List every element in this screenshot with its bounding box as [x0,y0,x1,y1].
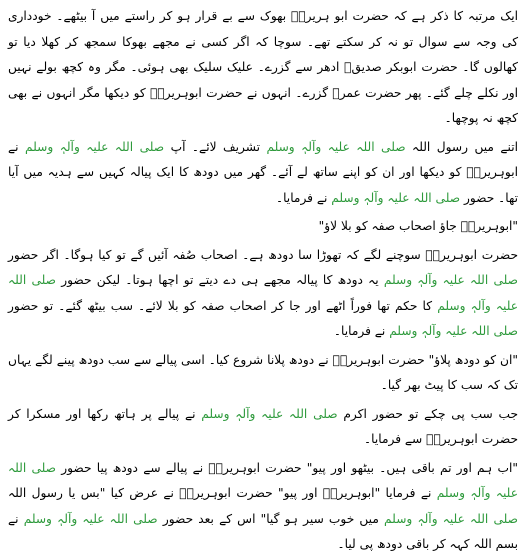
text-segment: حضرت ابوہریرہؓ سوچنے لگے کہ تھوڑا سا دودھ ہے۔ اصحاب صُفہ آئیں گے تو کیا ہوگا۔ اگر حضور [8,247,518,262]
honorific-highlight: صلی اللہ علیہ وآلہٖ وسلم [384,511,518,526]
honorific-highlight: صلی اللہ علیہ وآلہٖ وسلم [8,460,518,500]
text-segment: تشریف لائے۔ آپ [164,139,267,154]
paragraph-drink-more [8,456,518,558]
honorific-highlight: صلی اللہ علیہ وآلہٖ وسلم [331,190,461,205]
paragraph-abu-hurairah-thinks [8,243,518,345]
text-segment: نے ابوہریرہؓ کو دیکھا اور ان کو اپنے ساتھ لے آئے۔ گھر میں دودھ کا ایک پیالہ کہیں سے ہدیہ میں آیا تھا۔ حضور [8,139,518,205]
honorific-highlight: صلی اللہ علیہ وآلہٖ وسلم [383,273,519,287]
text-segment: میں خوب سیر ہو گیا" اس کے بعد حضور [157,511,385,526]
paragraph-all-drank [8,402,518,453]
text-segment: نے بسم اللہ کہہ کر باقی دودھ پی لیا۔ [8,511,518,551]
paragraph-hunger [8,4,518,132]
text-segment: "ان کو دودھ پلاؤ" حضرت ابوہریرہؓ نے دودھ پلانا شروع کیا۔ اسی پیالے سے سب دودھ پینے لگے یہاں تک کہ سب کا پیٹ بھر گیا۔ [8,352,518,392]
text-segment: "ابوہریرہؓ جاؤ اصحاب صفہ کو بلا لاؤ" [318,219,518,233]
text-segment: نے فرمایا۔ [333,324,390,338]
honorific-highlight: صلی اللہ علیہ وآلہٖ وسلم [201,406,338,421]
honorific-highlight: صلی اللہ علیہ وآلہٖ وسلم [8,273,518,313]
honorific-highlight: صلی اللہ علیہ وآلہٖ وسلم [266,139,406,154]
text-segment: اتنے میں رسول اللہ [405,139,519,154]
text-segment: نے فرمایا "ابوہریرہؓ اور پیو" حضرت ابوہریرہؓ نے عرض کیا "بس یا رسول اللہ [8,486,437,500]
honorific-highlight: صلی اللہ علیہ وآلہٖ وسلم [23,511,158,526]
paragraph-prophet-arrives [8,135,518,212]
paragraph-call-ashab-suffa [8,214,518,240]
text-segment: کا حکم تھا فوراً اٹھے اور جا کر اصحاب صفہ کو بلا لائے۔ سب بیٹھ گئے۔ تو حضور [8,298,438,313]
text-segment: جب سب پی چکے تو حضور اکرم [337,406,519,421]
honorific-highlight: صلی اللہ علیہ وآلہٖ وسلم [25,139,165,154]
honorific-highlight: صلی اللہ علیہ وآلہٖ وسلم [389,324,518,338]
text-segment: نے پیالے پر ہاتھ رکھا اور مسکرا کر حضرت ابوہریرہؓ سے فرمایا۔ [8,406,518,446]
text-segment: یہ دودھ کا پیالہ مجھے ہی دے دیتے تو اچھا ہوتا۔ لیکن حضور [56,273,384,287]
paragraph-serve-milk [8,348,518,399]
text-segment: نے فرمایا۔ [275,190,332,205]
text-segment: "اب ہم اور تم باقی ہیں۔ بیٹھو اور پیو" حضرت ابوہریرہؓ نے پیالے سے دودھ پیا حضور [56,460,518,475]
text-segment: ایک مرتبہ کا ذکر ہے کہ حضرت ابو ہریرہؓ بھوک سے بے قرار ہو کر راستے میں آ بیٹھے۔ خودداری کی وجہ سے سوال تو نہ کر سکتے تھے۔ سوچا کہ اگر کسی نے مجھے بھوکا سمجھ کر کھلا دیا تو کھالوں گا۔ حضرت ابوبکر صدیقؓ ادھر سے گزرے۔ علیک سلیک بھی ہوئی۔ مگر وہ کچھ بولے نہیں اور نکلے چلے گئے۔ پھر حضرت عمرؓ گزرے۔ انہوں نے حضرت ابوہریرہؓ کو دیکھا مگر انہوں نے بھی کچھ نہ پوچھا۔ [8,9,518,125]
